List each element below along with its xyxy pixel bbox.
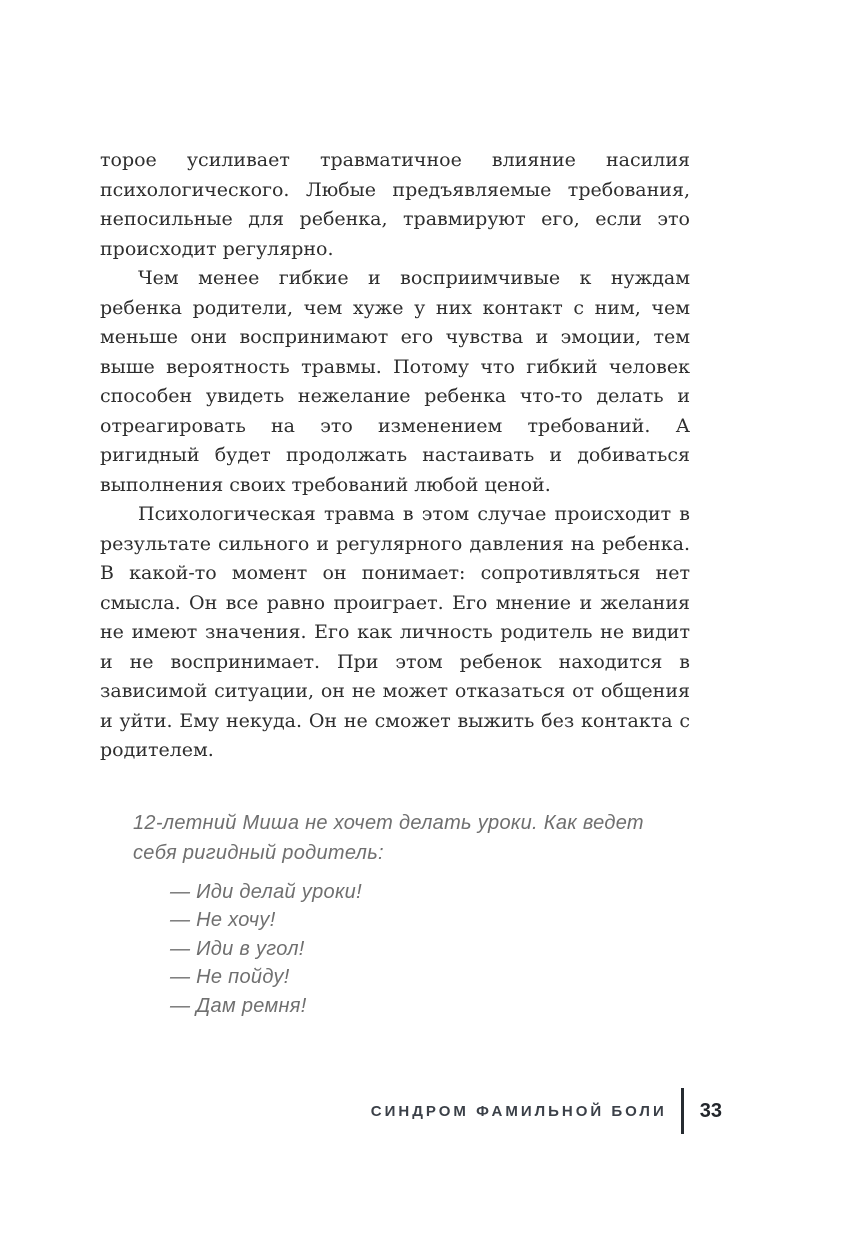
dialogue-line: — Иди делай уроки! — [170, 880, 362, 903]
body-paragraph-continued: торое усиливает травматичное влияние насилия психологического. Любые предъявляемые требования, непосильные для ребенка, травмируют его, если это происходит регулярно. — [100, 149, 690, 260]
dialogue-line: — Не пойду! — [170, 966, 290, 988]
example-block — [133, 808, 690, 1021]
dialogue-line: — Дам ремня! — [170, 994, 307, 1017]
footer-divider — [681, 1088, 684, 1134]
body-paragraph: Чем менее гибкие и восприимчивые к нуждам ребенка родители, чем хуже у них контакт с ним, чем меньше они воспринимают его чувства и эмоции, тем выше вероятность травмы. Потому что гибкий человек способен увидеть нежелание ребенка что-то делать и отреагировать на это изменением требований. А ригидный будет продолжать настаивать и добиваться выполнения своих требований любой ценой. — [100, 267, 690, 496]
running-title: СИНДРОМ ФАМИЛЬНОЙ БОЛИ — [370, 1102, 667, 1120]
page-number: 33 — [699, 1099, 722, 1122]
example-intro: 12-летний Миша не хочет делать уроки. Как ведет себя ригидный родитель: — [133, 811, 644, 864]
dialogue-list — [170, 878, 690, 1021]
dialogue-line: — Иди в угол! — [170, 937, 305, 960]
body-paragraph: Психологическая травма в этом случае происходит в результате сильного и регулярного давления на ребенка. В какой-то момент он понимает: сопротивляться нет смысла. Он все равно проиграет. Его мнение и желания не имеют значения. Его как личность родитель не видит и не воспринимает. При этом ребенок находится в зависимой ситуации, он не может отказаться от общения и уйти. Ему некуда. Он не сможет выжить без контакта с родителем. — [100, 503, 690, 761]
page-text-column — [100, 146, 690, 1020]
page-footer — [371, 1086, 722, 1136]
dialogue-line: — Не хочу! — [170, 909, 276, 931]
